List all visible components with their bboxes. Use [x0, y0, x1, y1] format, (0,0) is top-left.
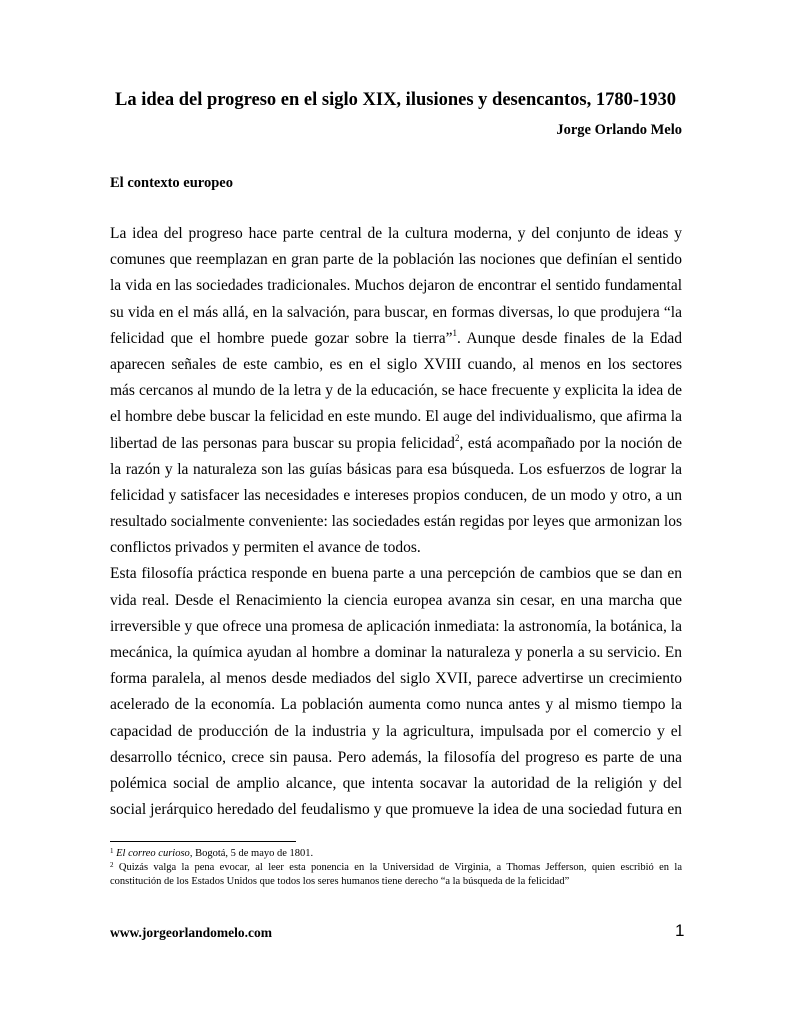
paragraph-line: irreversible y que ofrece una promesa de aplicación inmediata: la astronomía, la botánica, la	[110, 617, 682, 635]
paragraph-line: comunes que reemplazan en gran parte de la población las nociones que definían el sentido	[110, 251, 682, 269]
author-name: Jorge Orlando Melo	[556, 122, 682, 138]
footnote-reference[interactable]: 2	[454, 432, 460, 443]
paragraph-line: vida real. Desde el Renacimiento la ciencia europea avanza sin cesar, en una marcha que	[110, 591, 682, 609]
body-text	[110, 221, 682, 823]
paragraph-line: libertad de las personas para buscar su propia felicidad$^2$, está acompañado por la noción de	[110, 432, 682, 452]
footnotes	[110, 847, 682, 889]
footnote-number: 1	[110, 847, 114, 855]
paragraph-line: aparecen señales de este cambio, es en el siglo XVIII cuando, al menos en los sectores	[110, 355, 682, 373]
paragraph-line: La idea del progreso hace parte central de la cultura moderna, y del conjunto de ideas y	[110, 225, 682, 242]
footnote-text: , Bogotá, 5 de mayo de 1801.	[189, 848, 314, 859]
footnote-reference[interactable]: 1	[452, 327, 457, 338]
footnote-2	[110, 861, 682, 875]
paragraph-line: resultado socialmente conveniente: las sociedades están regidas por leyes que armonizan los	[110, 513, 682, 531]
paragraph-line: acelerado de la economía. La población aumenta como nunca antes y al mismo tiempo la	[110, 696, 682, 714]
footnote-text: Quizás valga la pena evocar, al leer esta ponencia en la Universidad de Virginia, a Thomas Jefferson, quien escribió en la	[118, 862, 683, 873]
section-heading: El contexto europeo	[110, 175, 233, 191]
paragraph-line: el hombre debe buscar la felicidad en este mundo. El auge del individualismo, que afirma la	[110, 408, 682, 426]
paragraph-line: forma paralela, al menos desde mediados del siglo XVII, parece advertirse un crecimiento	[110, 670, 682, 688]
footer-website-link[interactable]: www.jorgeorlandomelo.com	[110, 925, 272, 940]
paragraph-line: felicidad y satisfacer las necesidades e intereses propios conducen, de un modo y otro, a un	[110, 486, 682, 504]
paragraph-line: polémica social de amplio alcance, que intenta socavar la autoridad de la religión y del	[110, 774, 682, 792]
paragraph-line: social jerárquico heredado del feudalismo y que promueve la idea de una sociedad futura en	[110, 801, 682, 819]
paragraph-line: más cercanos al mundo de la letra y de la educación, se hace frecuente y explicita la idea de	[110, 382, 682, 400]
paragraph-line: felicidad que el hombre puede gozar sobre la tierra”$^1$. Aunque desde finales de la Edad	[110, 327, 682, 347]
paragraph-line: desarrollo técnico, crece sin pausa. Pero además, la filosofía del progreso es parte de una	[110, 748, 682, 766]
paragraph-line: mecánica, la química ayudan al hombre a dominar la naturaleza y ponerla a su servicio. En	[110, 644, 682, 661]
page-number: 1	[675, 921, 685, 940]
paragraph-line: capacidad de producción de la industria y la agricultura, impulsada por el comercio y el	[110, 722, 682, 740]
paragraph-line: la vida en las sociedades tradicionales. Muchos dejaron de encontrar el sentido fundamental	[110, 277, 682, 295]
document-title: La idea del progreso en el siglo XIX, ilusiones y desencantos, 1780-1930	[114, 90, 677, 110]
paragraph-line: la razón y la naturaleza son las guías básicas para esa búsqueda. Los esfuerzos de lograr la	[110, 460, 682, 478]
footnote-source-title: El correo curioso	[116, 848, 190, 859]
footnote-1	[110, 847, 682, 861]
footnote-2-continued: constitución de los Estados Unidos que todos los seres humanos tiene derecho “a la búsqueda de la felicidad”	[110, 876, 570, 887]
paragraph-line: su vida en el más allá, en la salvación, para buscar, en formas diversas, lo que produjera “la	[110, 303, 682, 321]
footnote-separator	[110, 841, 296, 842]
footnote-number: 2	[110, 861, 114, 869]
paragraph-line: Esta filosofía práctica responde en buena parte a una percepción de cambios que se dan en	[110, 565, 682, 583]
paragraph-line: conflictos privados y permiten el avance de todos.	[110, 539, 421, 557]
